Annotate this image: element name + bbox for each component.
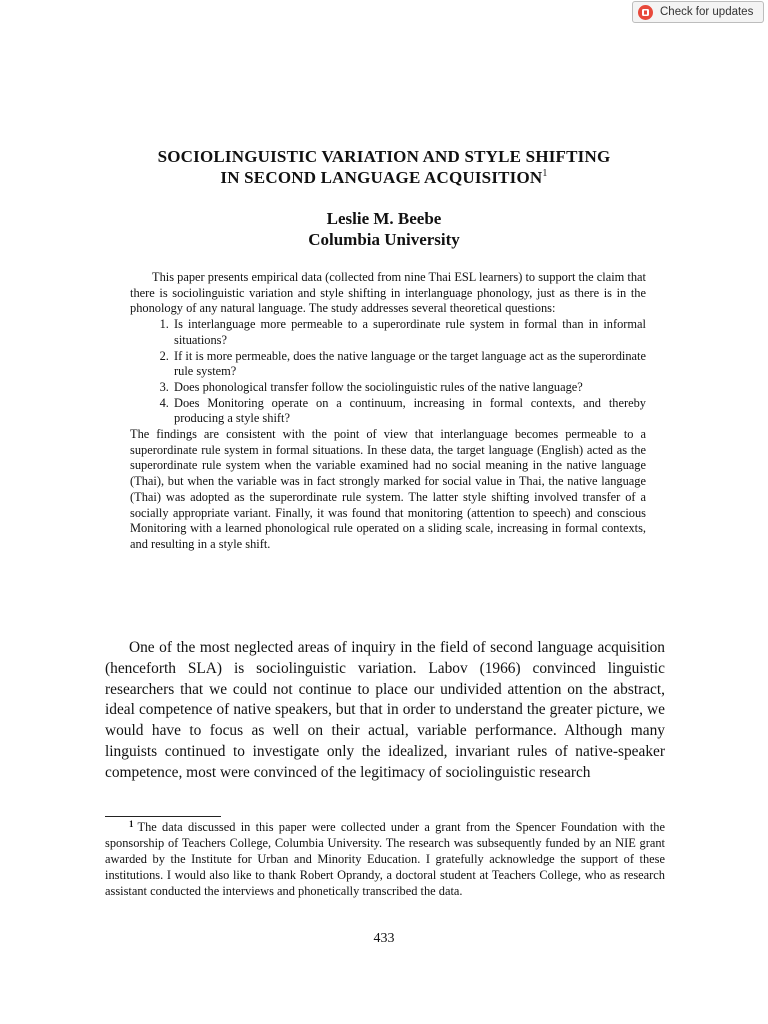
- footnote-divider: [105, 816, 221, 817]
- check-for-updates-label: Check for updates: [660, 6, 754, 18]
- paper-title: [0, 146, 768, 188]
- footnote: [105, 820, 665, 900]
- abstract-intro: This paper presents empirical data (collected from nine Thai ESL learners) to support the claim that there is sociolinguistic variation and style shifting in interlanguage phonology, just as there is in the phonology of any natural language. The study addresses several theoretical questions:: [130, 270, 646, 316]
- title-footnote-mark: 1: [542, 168, 548, 179]
- author-affiliation: Columbia University: [308, 230, 460, 249]
- body-paragraph: One of the most neglected areas of inquiry in the field of second language acquisition (henceforth SLA) is sociolinguistic variation. Labov (1966) convinced linguistic researchers that we could not continue to place our undivided attention on the abstract, ideal competence of native speakers, but that in order to understand the greater picture, we would have to focus as well on their actual, variable performance. Although many linguists continued to investigate only the idealized, invariant rules of native-speaker competence, most were convinced of the legitimacy of sociolinguistic research: [105, 639, 665, 781]
- author-block: [0, 208, 768, 250]
- footnote-mark: 1: [129, 819, 134, 829]
- research-question: 3. Does phonological transfer follow the sociolinguistic rules of the native language?: [172, 380, 646, 396]
- research-question: 1. Is interlanguage more permeable to a superordinate rule system in formal than in informal situations?: [172, 317, 646, 348]
- abstract-findings: The findings are consistent with the point of view that interlanguage becomes permeable to a superordinate rule system in formal situations. In these data, the target language (English) acted as the superordinate rule system when the variable examined had no social meaning in the native language (Thai), but when the variable was in fact strongly marked for social value in Thai, the native language (Thai) was adopted as the superordinate rule system. The latter style shifting involved transfer of a socially appropriate variant. Finally, it was found that monitoring (attention to speech) and conscious Monitoring with a learned phonological rule operated on a sliding scale, increasing in formal contexts, and resulting in a style shift.: [130, 427, 646, 551]
- research-question: 4. Does Monitoring operate on a continuum, increasing in formal contexts, and thereby producing a style shift?: [172, 396, 646, 427]
- author-name: Leslie M. Beebe: [326, 209, 442, 228]
- title-line-1: SOCIOLINGUISTIC VARIATION AND STYLE SHIFTING: [157, 147, 611, 166]
- title-line-2: IN SECOND LANGUAGE ACQUISITION: [220, 168, 543, 187]
- research-question: 2. If it is more permeable, does the native language or the target language act as the superordinate rule system?: [172, 349, 646, 380]
- check-for-updates-button[interactable]: [632, 1, 764, 23]
- page-number: 433: [373, 931, 395, 946]
- research-questions-list: [130, 317, 646, 427]
- abstract: [130, 270, 646, 553]
- check-for-updates-icon: [638, 5, 653, 20]
- footnote-text: The data discussed in this paper were collected under a grant from the Spencer Foundation with the sponsorship of Teachers College, Columbia University. The research was subsequently funded by an NIE grant awarded by the Institute for Urban and Minority Education. I gratefully acknowledge the support of these institutions. I would also like to thank Robert Oprandy, a doctoral student at Teachers College, who as research assistant conducted the interviews and phonetically transcribed the data.: [105, 820, 665, 898]
